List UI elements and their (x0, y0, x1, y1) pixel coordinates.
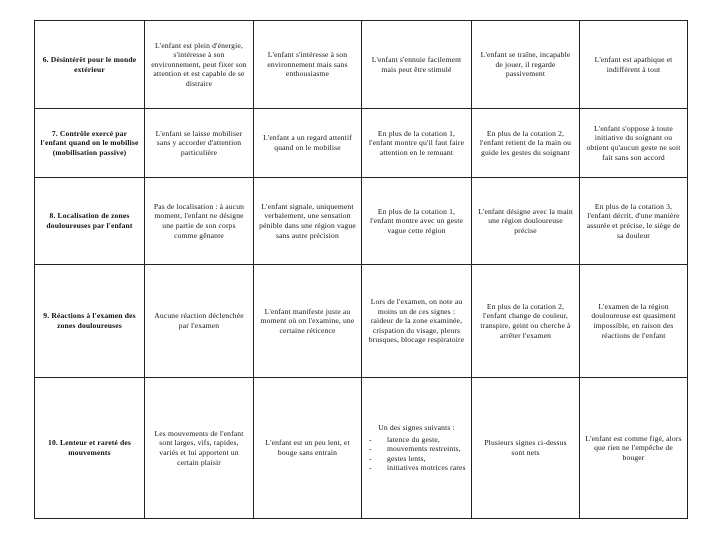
rating-cell: Les mouvements de l'enfant sont larges, vifs, rapides, variés et lui apportent un certain plaisir (145, 378, 254, 519)
rating-cell: L'enfant a un regard attentif quand on le mobilise (254, 109, 362, 178)
rating-cell: L'enfant est apathique et indifférent à tout (580, 21, 688, 109)
table-row (35, 178, 688, 265)
rating-cell: L'enfant est plein d'énergie, s'intéresse à son environnement, peut fixer son attention et est capable de se distraire (145, 21, 254, 109)
rating-cell: L'enfant signale, uniquement verbalement, une sensation pénible dans une région vague sans autre précision (254, 178, 362, 265)
rating-cell: En plus de la cotation 2, l'enfant retient de la main ou guide les gestes du soignant (472, 109, 580, 178)
rating-cell: En plus de la cotation 1, l'enfant montre avec un geste vague cette région (362, 178, 472, 265)
rating-cell: L'enfant est un peu lent, et bouge sans entrain (254, 378, 362, 519)
list-item: - mouvements restreints, (367, 444, 466, 454)
criterion-cell: 8. Localisation de zones douloureuses par l'enfant (35, 178, 145, 265)
rating-cell: Plusieurs signes ci-dessus sont nets (472, 378, 580, 519)
rating-cell: L'enfant désigne avec la main une région douloureuse précise (472, 178, 580, 265)
rating-cell: L'enfant se laisse mobiliser sans y accorder d'attention particulière (145, 109, 254, 178)
rating-cell: En plus de la cotation 1, l'enfant montre qu'il faut faire attention en le remuant (362, 109, 472, 178)
signs-cell (362, 378, 472, 519)
criterion-cell: 7. Contrôle exercé par l'enfant quand on le mobilise (mobilisation passive) (35, 109, 145, 178)
rating-cell: En plus de la cotation 3, l'enfant décrit, d'une manière assurée et précise, le siège de sa douleur (580, 178, 688, 265)
table-row (35, 378, 688, 519)
rating-cell: L'enfant s'intéresse à son environnement mais sans enthousiasme (254, 21, 362, 109)
list-item: - latence du geste, (367, 435, 466, 445)
rating-cell: Pas de localisation : à aucun moment, l'enfant ne désigne une partie de son corps comme gênante (145, 178, 254, 265)
criterion-cell: 10. Lenteur et rareté des mouvements (35, 378, 145, 519)
rating-cell: En plus de la cotation 2, l'enfant change de couleur, transpire, geint ou cherche à arrêter l'examen (472, 265, 580, 378)
rating-cell: Lors de l'examen, on note au moins un de ces signes : raideur de la zone examinée, crispation du visage, pleurs brusques, blocage respiratoire (362, 265, 472, 378)
rating-cell: L'enfant est comme figé, alors que rien ne l'empêche de bouger (580, 378, 688, 519)
pain-scale-page (34, 20, 687, 518)
rating-cell: L'examen de la région douloureuse est quasiment impossible, en raison des réactions de l'enfant (580, 265, 688, 378)
rating-cell: Aucune réaction déclenchée par l'examen (145, 265, 254, 378)
signs-list (367, 435, 466, 473)
criterion-cell: 6. Désintérêt pour le monde extérieur (35, 21, 145, 109)
signs-intro: Un des signes suivants : (378, 423, 455, 433)
rating-cell: L'enfant s'oppose à toute initiative du soignant ou obtient qu'aucun geste ne soit fait sans son accord (580, 109, 688, 178)
criterion-cell: 9. Réactions à l'examen des zones douloureuses (35, 265, 145, 378)
pain-scale-table (34, 20, 688, 519)
table-row (35, 265, 688, 378)
table-row (35, 109, 688, 178)
list-item: - initiatives motrices rares (367, 463, 466, 473)
table-row (35, 21, 688, 109)
list-item: - gestes lents, (367, 454, 466, 464)
rating-cell: L'enfant se traîne, incapable de jouer, il regarde passivement (472, 21, 580, 109)
rating-cell: L'enfant manifeste juste au moment où on l'examine, une certaine réticence (254, 265, 362, 378)
rating-cell: L'enfant s'ennuie facilement mais peut être stimulé (362, 21, 472, 109)
